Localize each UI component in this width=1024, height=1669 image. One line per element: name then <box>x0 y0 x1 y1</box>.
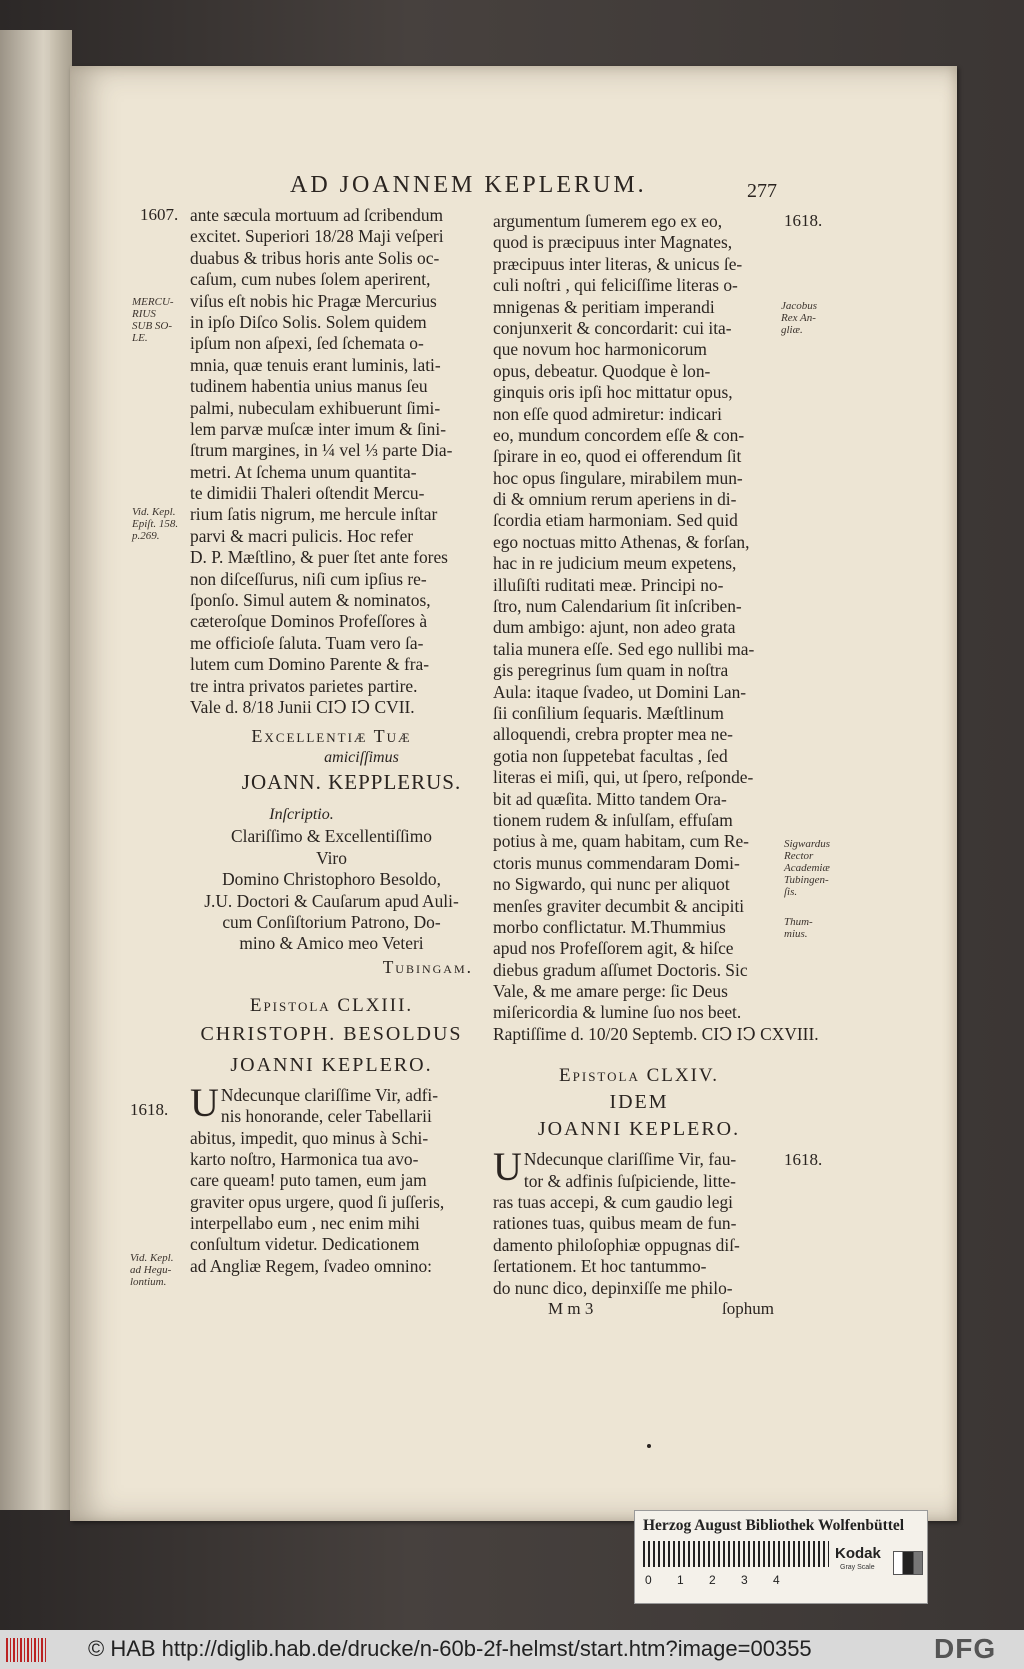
running-header: AD JOANNEM KEPLERUM. <box>290 172 647 198</box>
marginal-note-mercurius: MERCU- RIUS SUB SO- LE. <box>132 296 174 344</box>
hab-barcode-icon <box>6 1638 48 1662</box>
text-line: non diſceſſurus, niſi cum ipſius re- <box>190 568 427 589</box>
text-line: viſus eſt nobis hic Pragæ Mercurius <box>190 290 437 311</box>
signature-mark: M m 3 <box>548 1299 594 1318</box>
inscriptio-line: Viro <box>316 847 347 868</box>
text-line: in ipſo Diſco Solis. Solem quidem <box>190 311 427 332</box>
text-line: rationes tuas, quibus meam de fun- <box>493 1213 737 1234</box>
text-line: Ndecunque clariſſime Vir, adfi- <box>220 1084 439 1105</box>
inscriptio-line: Domino Christophoro Besoldo, <box>222 869 441 890</box>
inscriptio-label: Inſcriptio. <box>269 806 334 824</box>
gray-scale-label: Gray Scale <box>840 1564 875 1571</box>
signature-kepplerus: JOANN. KEPPLERUS. <box>241 770 462 795</box>
margin-year-1607: 1607. <box>140 205 179 224</box>
text-line: ante sæcula mortuum ad ſcribendum <box>190 205 444 225</box>
text-line: conjunxerit & concordarit: cui ita- <box>493 317 732 338</box>
text-line: ſtro, num Calendarium ſit inſcriben- <box>493 596 742 617</box>
text-line: palmi, nubeculam exhibuerunt ſimi- <box>190 397 441 418</box>
text-line: no Sigwardo, qui nunc per aliquot <box>493 874 730 895</box>
epistola-164-sender: IDEM <box>609 1091 669 1114</box>
text-line: hoc opus ſingulare, mirabilem mun- <box>493 467 743 488</box>
footer-bar <box>0 1630 1024 1669</box>
text-line: mnigenas & peritiam imperandi <box>493 296 715 317</box>
text-line: damento philoſophiæ oppugnas diſ- <box>493 1234 740 1255</box>
text-line: di & omnium rerum aperiens in di- <box>493 489 737 510</box>
text-line: metri. At ſchema unum quantita- <box>190 461 417 482</box>
text-line: tre intra privatos parietes partire. <box>190 675 418 696</box>
text-line: rium ſatis nigrum, me hercule inſtar <box>190 504 438 525</box>
text-line: potius à me, quam habitam, cum Re- <box>493 831 749 852</box>
page-fold-shadow <box>50 30 72 1510</box>
text-line: opus, debeatur. Quodque è lon- <box>493 360 711 381</box>
inscriptio-line: Clariſſimo & Excellentiſſimo <box>231 826 432 847</box>
marginal-note-jacobus: Jacobus Rex An- gliæ. <box>781 300 818 336</box>
inscriptio-line: J.U. Doctori & Cauſarum apud Auli- <box>204 890 459 911</box>
text-line: illuſiſti ruditati meæ. Principi no- <box>493 574 724 595</box>
epistola-163-recipient: JOANNI KEPLERO. <box>230 1053 433 1076</box>
text-line: ſcordia etiam harmoniam. Sed quid <box>493 510 738 531</box>
kodak-logo: Kodak <box>835 1545 881 1562</box>
text-line: diebus gradum aſſumet Doctoris. Sic <box>493 959 748 980</box>
text-line: te dimidii Thaleri oſtendit Mercu- <box>190 483 425 504</box>
source-url-link[interactable]: © HAB http://diglib.hab.de/drucke/n-60b-2f-helmst/start.htm?image=00355 <box>88 1636 812 1661</box>
text-line: nis honorande, celer Tabellarii <box>220 1106 432 1127</box>
text-line: tionem rudem & inſulſam, effuſam <box>493 809 733 830</box>
text-line: interpellabo eum , nec enim mihi <box>190 1213 420 1234</box>
text-line: D. P. Mæſtlino, & puer ſtet ante fores <box>190 547 448 568</box>
epistola-164-heading: Epistola CLXIV. <box>559 1065 719 1087</box>
margin-year-1618-left: 1618. <box>130 1100 169 1119</box>
text-line: præcipuus inter literas, & unicus ſe- <box>493 253 743 274</box>
text-line: ipſum non aſpexi, ſed ſchemata o- <box>190 333 424 354</box>
text-line: care queam! puto tamen, eum jam <box>190 1170 427 1191</box>
text-line: graviter opus urgere, quod ſi juſſeris, <box>190 1191 445 1212</box>
text-line: abitus, impedit, quo minus à Schi- <box>190 1127 429 1148</box>
text-line: karto noſtro, Harmonica tua avo- <box>190 1148 419 1169</box>
library-name: Herzog August Bibliothek Wolfenbüttel <box>643 1517 905 1534</box>
margin-year-1618-right-bottom: 1618. <box>784 1150 823 1169</box>
text-line: literas ei miſi, qui, ut ſpero, reſponde- <box>493 767 754 788</box>
text-line: quod is præcipuus inter Magnates, <box>493 232 733 253</box>
text-line: ginquis oris ipſi hoc mittatur opus, <box>493 382 733 403</box>
text-line: conſultum videtur. Dedicationem <box>190 1234 420 1255</box>
text-line: ſertationem. Et hoc tantummo- <box>493 1256 707 1277</box>
text-line: ctoris munus commendaram Domi- <box>493 852 740 873</box>
letter-162-ending <box>190 205 473 718</box>
dfg-logo: DFG <box>934 1633 997 1664</box>
text-line: miſericordia & lumine ſuo nos beet. <box>493 1002 742 1023</box>
text-line: Ndecunque clariſſime Vir, fau- <box>523 1149 737 1170</box>
text-line: bit ad quæſita. Mitto tandem Ora- <box>493 788 727 809</box>
text-line: gis peregrinus ſum quam in noſtra <box>493 660 729 681</box>
text-line: Aula: itaque ſvadeo, ut Domini Lan- <box>493 681 747 702</box>
text-line: que novum hoc harmonicorum <box>493 339 707 360</box>
epistola-163-sender: CHRISTOPH. BESOLDUS <box>200 1022 463 1045</box>
text-line: excitet. Superiori 18/28 Maji veſperi <box>190 226 444 247</box>
text-line: tor & adfinis ſuſpiciende, litte- <box>523 1170 736 1191</box>
text-line: ſpirare in eo, quod ei offerendum ſit <box>493 446 742 467</box>
text-line: parvi & macri pulicis. Hoc refer <box>190 525 414 546</box>
margin-year-1618-right: 1618. <box>784 211 823 230</box>
inscriptio-place: Tubingam. <box>382 956 473 977</box>
measurement-scale <box>643 1541 829 1567</box>
text-line: cæteroſque Dominos Profeſſores à <box>190 611 428 632</box>
drop-cap: U <box>493 1144 522 1190</box>
gray-swatch <box>893 1551 923 1575</box>
closing-amicissimus: amiciſſimus <box>324 749 399 767</box>
scale-numbers: 0 1 2 3 4 <box>645 1573 780 1587</box>
text-line: eo, mundum concordem eſſe & con- <box>493 424 745 445</box>
left-column <box>190 205 473 1277</box>
epistola-164-body <box>493 1144 785 1299</box>
marginal-note-vid-epist: Vid. Kepl. Epiſt. 158. p.269. <box>132 506 179 542</box>
catchword: ſophum <box>722 1299 774 1318</box>
text-line: duabus & tribus horis ante Solis oc- <box>190 247 440 268</box>
text-line: lutem cum Domino Parente & fra- <box>190 654 430 675</box>
marginal-note-thummius: Thum- mius. <box>784 916 813 940</box>
text-line: caſum, cum nubes ſolem aperirent, <box>190 269 431 290</box>
text-line: argumentum ſumerem ego ex eo, <box>493 211 723 231</box>
text-line: Vale, & me amare perge: ſic Deus <box>493 981 728 1002</box>
text-line: do nunc dico, depinxiſſe me philo- <box>493 1277 733 1298</box>
epistola-163-body <box>190 1079 473 1278</box>
text-line: lem parvæ muſcæ inter imum & ſini- <box>190 418 446 439</box>
text-line: Raptiſſime d. 10/20 Septemb. CIↃ IↃ CXVIII. <box>493 1023 819 1044</box>
text-line: culi noſtri , qui feliciſſime literas o- <box>493 275 738 296</box>
marginal-note-sigwardus: Sigwardus Rector Academiæ Tubingen- ſis. <box>784 838 831 898</box>
marginal-note-vid-hegul: Vid. Kepl. ad Hegu- lontium. <box>130 1252 174 1288</box>
text-line: ſii conſilium ſequaris. Mæſtlinum <box>493 702 724 723</box>
text-line: hac in re judicium meum expetens, <box>493 553 737 574</box>
text-line: ad Angliæ Regem, ſvadeo omnino: <box>190 1255 432 1276</box>
inscriptio-line: mino & Amico meo Veteri <box>239 933 424 954</box>
page-number: 277 <box>747 180 777 202</box>
text-line: dum ambigo: ajunt, non adeo grata <box>493 617 736 638</box>
inscriptio-line: cum Conſiſtorium Patrono, Do- <box>222 911 441 932</box>
epistola-163-heading: Epistola CLXIII. <box>249 994 414 1016</box>
text-line: tudinem habentia unius manus ſeu <box>190 376 428 397</box>
text-line: ras tuas accepi, & cum gaudio legi <box>493 1192 734 1213</box>
text-line: talia munera eſſe. Sed ego nullibi ma- <box>493 638 755 659</box>
text-line: ego noctuas mitto Athenas, & forſan, <box>493 531 750 552</box>
text-line: ſtrum margines, in ¼ vel ⅓ parte Dia- <box>190 440 453 461</box>
text-line: non eſſe quod admiretur: indicari <box>493 403 722 424</box>
drop-cap: U <box>190 1079 219 1125</box>
inscriptio-block <box>190 826 473 954</box>
library-color-card <box>634 1510 928 1604</box>
text-line: morbo conflictatur. M.Thummius <box>493 916 726 937</box>
text-line: apud nos Profeſſorem agit, & hiſce <box>493 938 734 959</box>
epistola-164-recipient: JOANNI KEPLERO. <box>537 1118 741 1141</box>
ink-speck <box>647 1444 651 1448</box>
text-line: gotia non ſuppetebat facultas , ſed <box>493 745 728 766</box>
text-line: Vale d. 8/18 Junii CIↃ IↃ CVII. <box>190 696 415 717</box>
text-line: alloquendi, crebra propter mea ne- <box>493 724 733 745</box>
text-line: mnia, quæ tenuis erant luminis, lati- <box>190 354 441 375</box>
text-line: me officioſe ſaluta. Tuam vero ſa- <box>190 632 424 653</box>
text-line: menſes graviter decumbit & ancipiti <box>493 895 745 916</box>
closing-excellentiae: Excellentiæ Tuæ <box>251 726 412 747</box>
text-line: ſponſo. Simul autem & nominatos, <box>190 590 431 611</box>
